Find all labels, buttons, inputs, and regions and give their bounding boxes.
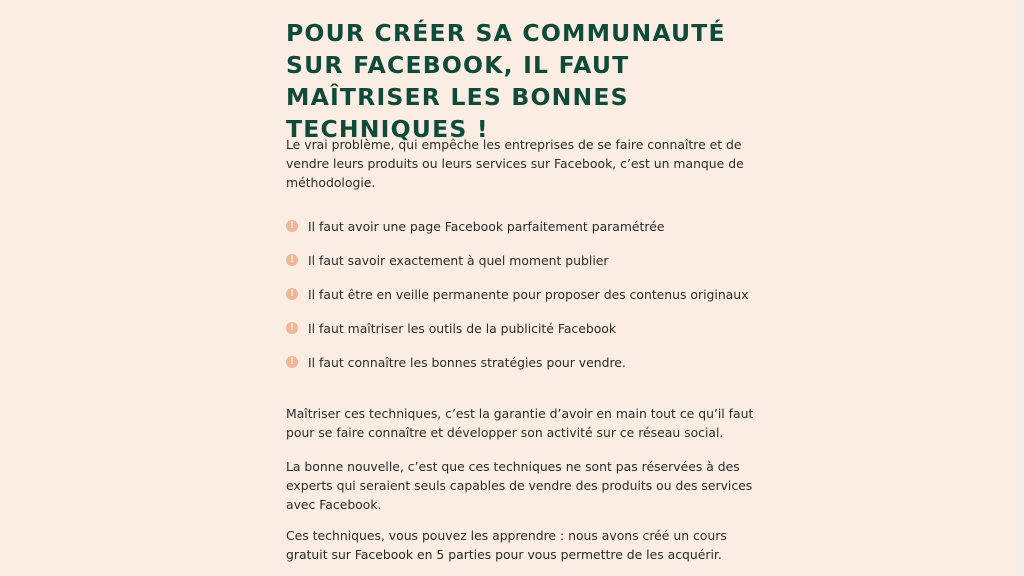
exclamation-circle-icon: !	[286, 356, 298, 368]
list-item-text: Il faut connaître les bonnes stratégies pour vendre.	[308, 354, 626, 370]
page-right-edge	[1010, 0, 1024, 576]
exclamation-circle-icon: !	[286, 288, 298, 300]
body-paragraph: Maîtriser ces techniques, c’est la garantie d’avoir en main tout ce qu’il faut pour se faire connaître et développer son activité sur ce réseau social.	[286, 406, 754, 440]
list-item-text: Il faut avoir une page Facebook parfaitement paramétrée	[308, 218, 665, 234]
list-item	[286, 249, 766, 271]
list-item-text: Il faut être en veille permanente pour proposer des contenus originaux	[308, 286, 749, 302]
body-paragraph: Ces techniques, vous pouvez les apprendre : nous avons créé un cours gratuit sur Facebook en 5 parties pour vous permettre de les acquérir.	[286, 528, 727, 562]
list-item	[286, 351, 766, 373]
list-item	[286, 317, 766, 339]
list-item	[286, 215, 766, 237]
body-paragraph: La bonne nouvelle, c’est que ces techniques ne sont pas réservées à des experts qui seraient seuls capables de vendre des produits ou des services avec Facebook.	[286, 459, 753, 512]
list-item	[286, 283, 766, 305]
list-item-text: Il faut maîtriser les outils de la publicité Facebook	[308, 320, 617, 336]
list-item-text: Il faut savoir exactement à quel moment publier	[308, 252, 609, 268]
exclamation-circle-icon: !	[286, 322, 298, 334]
exclamation-circle-icon: !	[286, 254, 298, 266]
headline: POUR CRÉER SA COMMUNAUTÉ SUR FACEBOOK, IL FAUT MAÎTRISER LES BONNES TECHNIQUES !	[286, 19, 726, 143]
exclamation-circle-icon: !	[286, 220, 298, 232]
intro-paragraph: Le vrai problème, qui empêche les entreprises de se faire connaître et de vendre leurs produits ou leurs services sur Facebook, c’est un manque de méthodologie.	[286, 137, 744, 190]
